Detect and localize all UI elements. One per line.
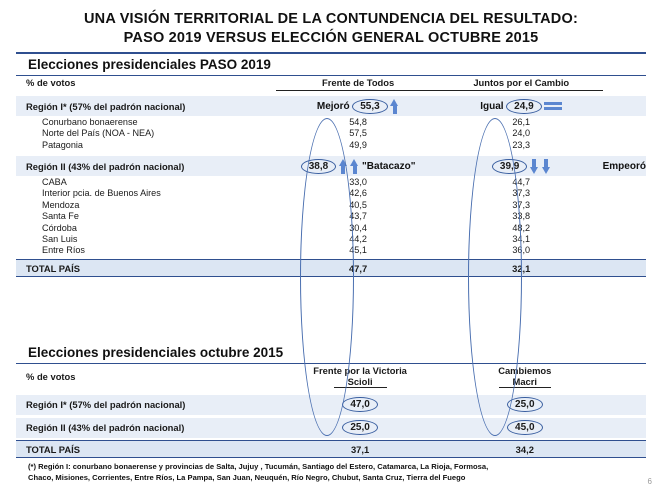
row-value-juntos: 34,1 bbox=[512, 233, 531, 244]
region-2-row bbox=[16, 156, 646, 176]
arrow-down-icon bbox=[542, 159, 551, 174]
row-label: Norte del País (NOA - NEA) bbox=[42, 128, 155, 139]
table-row bbox=[16, 210, 646, 221]
row-value-frente: 30,4 bbox=[349, 222, 367, 233]
arrow-up-icon bbox=[390, 99, 399, 114]
region-1-cambiemos-cell bbox=[442, 395, 607, 415]
column-header-cambiemos bbox=[442, 364, 607, 390]
row-value-frente: 33,0 bbox=[349, 177, 367, 188]
row-value-juntos: 23,3 bbox=[512, 139, 531, 150]
total-value-frente: 47,7 bbox=[276, 260, 439, 277]
equals-icon bbox=[544, 100, 562, 113]
row-value-frente: 57,5 bbox=[349, 128, 367, 139]
row-label: Córdoba bbox=[42, 222, 77, 233]
row-value-frente: 49,9 bbox=[349, 139, 367, 150]
region-1-label-2015: Región I* (57% del padrón nacional) bbox=[26, 399, 186, 411]
footnote-line1: (*) Región I: conurbano bonaerense y provincias de Salta, Jujuy , Tucumán, Santiago del Estero, Catamarca, La Rioja, Formosa, bbox=[28, 462, 489, 472]
row-label: Interior pcia. de Buenos Aires bbox=[42, 188, 161, 199]
row-value-juntos: 36,0 bbox=[512, 245, 531, 256]
row-value-juntos: 24,0 bbox=[512, 128, 531, 139]
region-1-frente-cell bbox=[276, 96, 439, 116]
region-2-juntos-note-cell bbox=[603, 156, 646, 176]
column-header-fpv-line1: Frente por la Victoria bbox=[313, 364, 407, 376]
region-2-frente-cell bbox=[276, 156, 439, 176]
column-header-fpv bbox=[278, 364, 443, 390]
table-header-row bbox=[16, 76, 646, 90]
region-2-label: Región II (43% del padrón nacional) bbox=[26, 160, 185, 172]
column-header-fpv-line2: Scioli bbox=[334, 376, 387, 388]
column-header-juntos-por-el-cambio: Juntos por el Cambio bbox=[440, 76, 603, 90]
region-1-fpv-value: 47,0 bbox=[342, 397, 377, 412]
region-1-juntos-cell bbox=[440, 96, 603, 116]
page-title-line2: PASO 2019 VERSUS ELECCIÓN GENERAL OCTUBRE 2015 bbox=[123, 29, 539, 46]
row-label: Conurbano bonaerense bbox=[42, 116, 138, 127]
table-row bbox=[16, 222, 646, 233]
table-row bbox=[16, 245, 646, 256]
region-2-cambiemos-cell bbox=[442, 418, 607, 438]
footnote-line2: Chaco, Misiones, Corrientes, Entre Ríos, La Pampa, San Juan, Neuquén, Río Negro, Chubut, Santa Cruz, Tierra del Fuego bbox=[28, 473, 466, 483]
row-value-frente: 42,6 bbox=[349, 188, 367, 199]
row-value-juntos: 37,3 bbox=[512, 188, 531, 199]
unit-label: % de votos bbox=[26, 370, 76, 382]
table-row bbox=[16, 233, 646, 244]
row-label: Santa Fe bbox=[42, 211, 79, 222]
page-number: 6 bbox=[647, 477, 652, 486]
table-row bbox=[16, 176, 646, 187]
region-2-juntos-note: Empeoró bbox=[602, 161, 646, 173]
octubre-2015-table bbox=[16, 364, 646, 458]
table-row bbox=[16, 139, 646, 150]
region-2-frente-value: 38,8 bbox=[301, 159, 336, 174]
section-1-heading: Elecciones presidenciales PASO 2019 bbox=[28, 57, 271, 72]
table-row bbox=[16, 116, 646, 127]
arrow-up-icon bbox=[350, 159, 359, 174]
annotation-column bbox=[603, 76, 646, 90]
total-value-juntos: 32,1 bbox=[440, 260, 603, 277]
row-value-juntos: 33,8 bbox=[512, 211, 531, 222]
column-header-frente-de-todos: Frente de Todos bbox=[276, 76, 439, 90]
region-2-frente-note: "Batacazo" bbox=[362, 160, 416, 172]
region-1-frente-value: 55,3 bbox=[352, 99, 387, 114]
table-row bbox=[16, 128, 646, 139]
region-2-juntos-value: 39,9 bbox=[492, 159, 527, 174]
region-2-fpv-value: 25,0 bbox=[342, 420, 377, 435]
region-1-label: Región I* (57% del padrón nacional) bbox=[26, 100, 186, 112]
row-value-juntos: 37,3 bbox=[512, 199, 531, 210]
row-label: Entre Ríos bbox=[42, 245, 85, 256]
unit-label: % de votos bbox=[26, 76, 76, 88]
region-2-cambiemos-value: 45,0 bbox=[507, 420, 542, 435]
region-1-juntos-note: Igual bbox=[480, 100, 504, 112]
footnote bbox=[16, 458, 646, 483]
row-value-juntos: 26,1 bbox=[512, 116, 531, 127]
column-header-cambiemos-line2: Macri bbox=[499, 376, 552, 388]
total-value-fpv: 37,1 bbox=[278, 441, 443, 458]
total-row-paso bbox=[16, 260, 646, 277]
region-1-frente-note: Mejoró bbox=[316, 100, 350, 112]
region-1-juntos-value: 24,9 bbox=[506, 99, 541, 114]
paso-2019-table bbox=[16, 76, 646, 277]
total-label: TOTAL PAÍS bbox=[16, 260, 276, 277]
table-header-row bbox=[16, 364, 646, 390]
page-title bbox=[0, 0, 662, 47]
total-row-2015 bbox=[16, 441, 646, 458]
title-divider bbox=[16, 52, 646, 54]
region-1-row bbox=[16, 96, 646, 116]
row-label: Mendoza bbox=[42, 199, 80, 210]
region-1-fpv-cell bbox=[278, 395, 443, 415]
row-label: CABA bbox=[42, 177, 67, 188]
section-2-heading: Elecciones presidenciales octubre 2015 bbox=[28, 345, 284, 360]
region-2-juntos-cell bbox=[440, 156, 603, 176]
region-1-row-2015 bbox=[16, 395, 646, 415]
total-value-cambiemos: 34,2 bbox=[442, 441, 607, 458]
row-value-frente: 54,8 bbox=[349, 116, 367, 127]
row-label: San Luis bbox=[42, 233, 78, 244]
row-value-frente: 44,2 bbox=[349, 233, 367, 244]
arrow-down-icon bbox=[530, 159, 539, 174]
region-2-row-2015 bbox=[16, 418, 646, 438]
row-value-juntos: 44,7 bbox=[512, 177, 531, 188]
row-value-juntos: 48,2 bbox=[512, 222, 531, 233]
column-header-cambiemos-line1: Cambiemos bbox=[498, 364, 552, 376]
row-label: Patagonia bbox=[42, 139, 83, 150]
region-1-cambiemos-value: 25,0 bbox=[507, 397, 542, 412]
table-row bbox=[16, 199, 646, 210]
table-row bbox=[16, 188, 646, 199]
arrow-up-icon bbox=[339, 159, 348, 174]
region-2-label-2015: Región II (43% del padrón nacional) bbox=[26, 422, 185, 434]
row-value-frente: 40,5 bbox=[349, 199, 367, 210]
row-value-frente: 43,7 bbox=[349, 211, 367, 222]
page-title-line1: UNA VISIÓN TERRITORIAL DE LA CONTUNDENCIA DEL RESULTADO: bbox=[83, 11, 578, 27]
row-value-frente: 45,1 bbox=[349, 245, 367, 256]
total-label: TOTAL PAÍS bbox=[16, 441, 278, 458]
region-2-fpv-cell bbox=[278, 418, 443, 438]
